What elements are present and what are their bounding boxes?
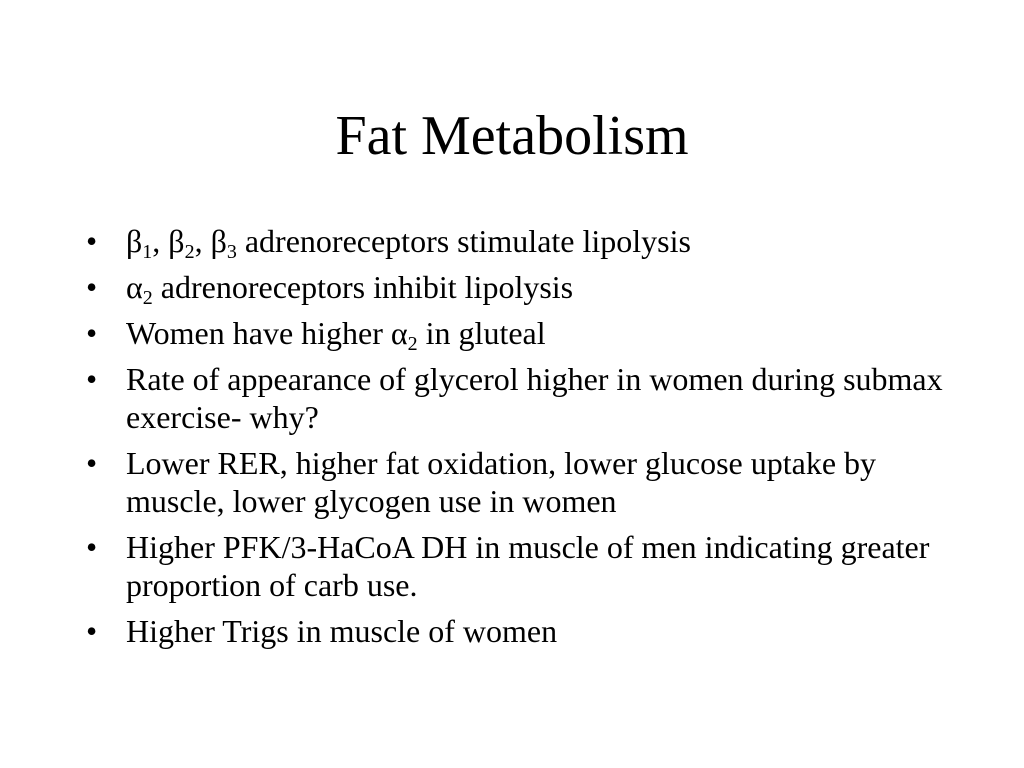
bullet-item-beta-receptors (86, 222, 956, 263)
bullet-text: Lower RER, higher fat oxidation, lower glucose uptake by muscle, lower glycogen use in women (126, 445, 877, 519)
bullet-marker: • (86, 223, 98, 259)
bullet-marker: • (86, 529, 98, 565)
subscript-2: 2 (142, 287, 153, 309)
beta-symbol: β (126, 223, 143, 259)
subscript-2: 2 (184, 241, 195, 263)
bullet-item-trigs (86, 612, 956, 650)
bullet-text (126, 315, 546, 355)
bullet-text (126, 223, 691, 263)
bullet-marker: • (86, 361, 98, 397)
bullet-item-pfk (86, 528, 956, 604)
bullet-text-tail: adrenoreceptors stimulate lipolysis (236, 223, 691, 259)
beta-symbol: , β (194, 223, 227, 259)
bullet-marker: • (86, 269, 98, 305)
bullet-item-alpha-receptors (86, 268, 956, 309)
bullet-item-glycerol (86, 360, 956, 436)
bullet-text: Higher Trigs in muscle of women (126, 613, 558, 649)
slide-title: Fat Metabolism (335, 105, 689, 167)
bullet-text-head: Women have higher α (126, 315, 408, 351)
bullet-marker: • (86, 315, 98, 351)
bullet-text-tail: adrenoreceptors inhibit lipolysis (152, 269, 574, 305)
bullet-item-women-alpha (86, 314, 956, 355)
subscript-2: 2 (407, 333, 418, 355)
alpha-symbol: α (126, 269, 143, 305)
subscript-1: 1 (142, 241, 153, 263)
bullet-marker: • (86, 613, 98, 649)
bullet-text: Rate of appearance of glycerol higher in women during submax exercise- why? (126, 361, 943, 435)
bullet-text (126, 269, 574, 309)
bullet-item-rer (86, 444, 956, 520)
bullet-text-tail: in gluteal (417, 315, 546, 351)
bullet-text: Higher PFK/3-HaCoA DH in muscle of men indicating greater proportion of carb use. (126, 529, 930, 603)
subscript-3: 3 (226, 241, 237, 263)
bullet-list (86, 222, 956, 658)
bullet-marker: • (86, 445, 98, 481)
beta-symbol: , β (152, 223, 185, 259)
